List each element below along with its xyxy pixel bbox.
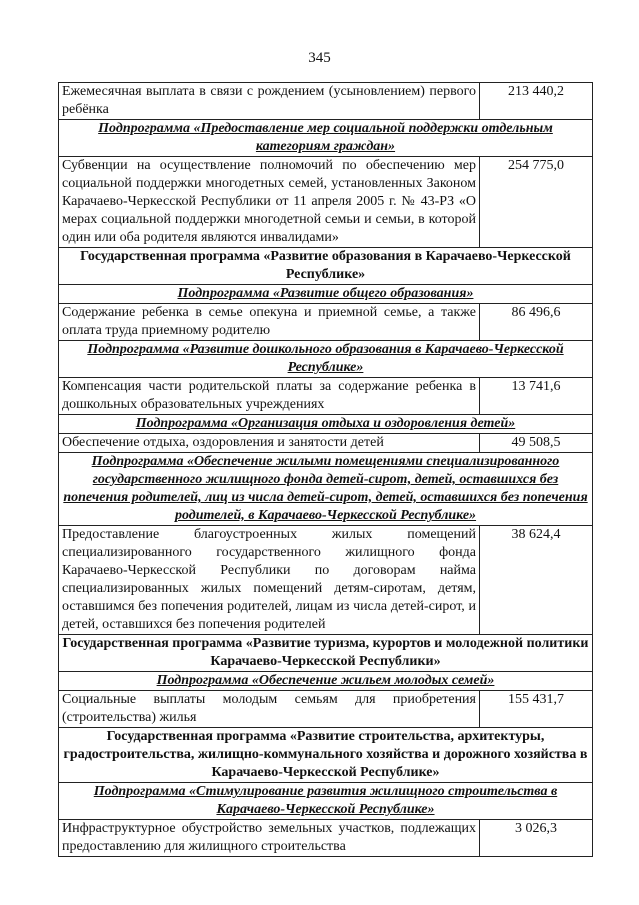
subprogram-heading-row — [59, 672, 593, 691]
subprogram-heading-cell — [59, 285, 593, 304]
expense-description: Инфраструктурное обустройство земельных участков, подлежащих предоставлению для жилищного строительства — [59, 820, 480, 857]
program-heading: Государственная программа «Развитие туризма, курортов и молодежной политики Карачаево-Черкесской Республики» — [59, 635, 593, 672]
expense-description: Содержание ребенка в семье опекуна и приемной семье, а также оплата труда приемному родителю — [59, 304, 480, 341]
program-heading: Государственная программа «Развитие образования в Карачаево-Черкесской Республике» — [59, 248, 593, 285]
table-row — [59, 304, 593, 341]
budget-table — [58, 82, 593, 857]
expense-amount: 155 431,7 — [480, 691, 593, 728]
subprogram-heading-row — [59, 120, 593, 157]
expense-description: Обеспечение отдыха, оздоровления и занятости детей — [59, 434, 480, 453]
subprogram-heading-cell — [59, 672, 593, 691]
program-heading: Государственная программа «Развитие строительства, архитектуры, градостроительства, жилищно-коммунального хозяйства и дорожного хозяйства в Карачаево-Черкесской Республике» — [59, 728, 593, 783]
expense-amount: 86 496,6 — [480, 304, 593, 341]
subprogram-heading-cell — [59, 415, 593, 434]
subprogram-heading: Подпрограмма «Предоставление мер социальной поддержки отдельным категориям граждан» — [98, 121, 553, 154]
page-number: 345 — [308, 50, 331, 66]
subprogram-heading-row — [59, 415, 593, 434]
program-heading-row — [59, 248, 593, 285]
subprogram-heading-row — [59, 341, 593, 378]
subprogram-heading: Подпрограмма «Обеспечение жилыми помещениями специализированного государственного жилищного фонда детей-сирот, детей, оставшихся без попечения родителей, лиц из числа детей-сирот, детей, оставшихся без попечения родителей, в Карачаево-Черкесской Республике» — [63, 454, 588, 523]
subprogram-heading-cell — [59, 120, 593, 157]
table-row — [59, 83, 593, 120]
table-row — [59, 378, 593, 415]
subprogram-heading: Подпрограмма «Обеспечение жильем молодых семей» — [156, 673, 495, 688]
expense-amount: 213 440,2 — [480, 83, 593, 120]
program-heading-row — [59, 728, 593, 783]
subprogram-heading-row — [59, 783, 593, 820]
budget-table-body — [59, 83, 593, 857]
table-row — [59, 691, 593, 728]
expense-amount: 13 741,6 — [480, 378, 593, 415]
program-heading-row — [59, 635, 593, 672]
expense-description: Компенсация части родительской платы за содержание ребенка в дошкольных образовательных учреждениях — [59, 378, 480, 415]
subprogram-heading-cell — [59, 341, 593, 378]
expense-description: Предоставление благоустроенных жилых помещений специализированного государственного жилищного фонда Карачаево-Черкесской Республики по договорам найма специализированных жилых помещений детям-сиротам, детям, оставшимся без попечения родителей, лицам из числа детей-сирот, и детей, оставшихся без попечения родителей — [59, 526, 480, 635]
expense-description: Ежемесячная выплата в связи с рождением (усыновлением) первого ребёнка — [59, 83, 480, 120]
expense-description: Социальные выплаты молодым семьям для приобретения (строительства) жилья — [59, 691, 480, 728]
subprogram-heading-row — [59, 285, 593, 304]
table-row — [59, 526, 593, 635]
subprogram-heading: Подпрограмма «Стимулирование развития жилищного строительства в Карачаево-Черкесской Республике» — [93, 784, 558, 817]
expense-description: Субвенции на осуществление полномочий по обеспечению мер социальной поддержки многодетных семей, установленных Законом Карачаево-Черкесской Республики от 11 апреля 2005 г. № 43-РЗ «О мерах социальной поддержки многодетной семьи и семьи, в которой один или оба родителя являются инвалидами» — [59, 157, 480, 248]
subprogram-heading-cell — [59, 453, 593, 526]
subprogram-heading: Подпрограмма «Развитие общего образования» — [177, 286, 474, 301]
expense-amount: 38 624,4 — [480, 526, 593, 635]
table-row — [59, 157, 593, 248]
expense-amount: 254 775,0 — [480, 157, 593, 248]
expense-amount: 3 026,3 — [480, 820, 593, 857]
expense-amount: 49 508,5 — [480, 434, 593, 453]
table-row — [59, 820, 593, 857]
subprogram-heading-cell — [59, 783, 593, 820]
subprogram-heading: Подпрограмма «Организация отдыха и оздоровления детей» — [135, 416, 516, 431]
subprogram-heading-row — [59, 453, 593, 526]
table-row — [59, 434, 593, 453]
subprogram-heading: Подпрограмма «Развитие дошкольного образования в Карачаево-Черкесской Республике» — [87, 342, 564, 375]
